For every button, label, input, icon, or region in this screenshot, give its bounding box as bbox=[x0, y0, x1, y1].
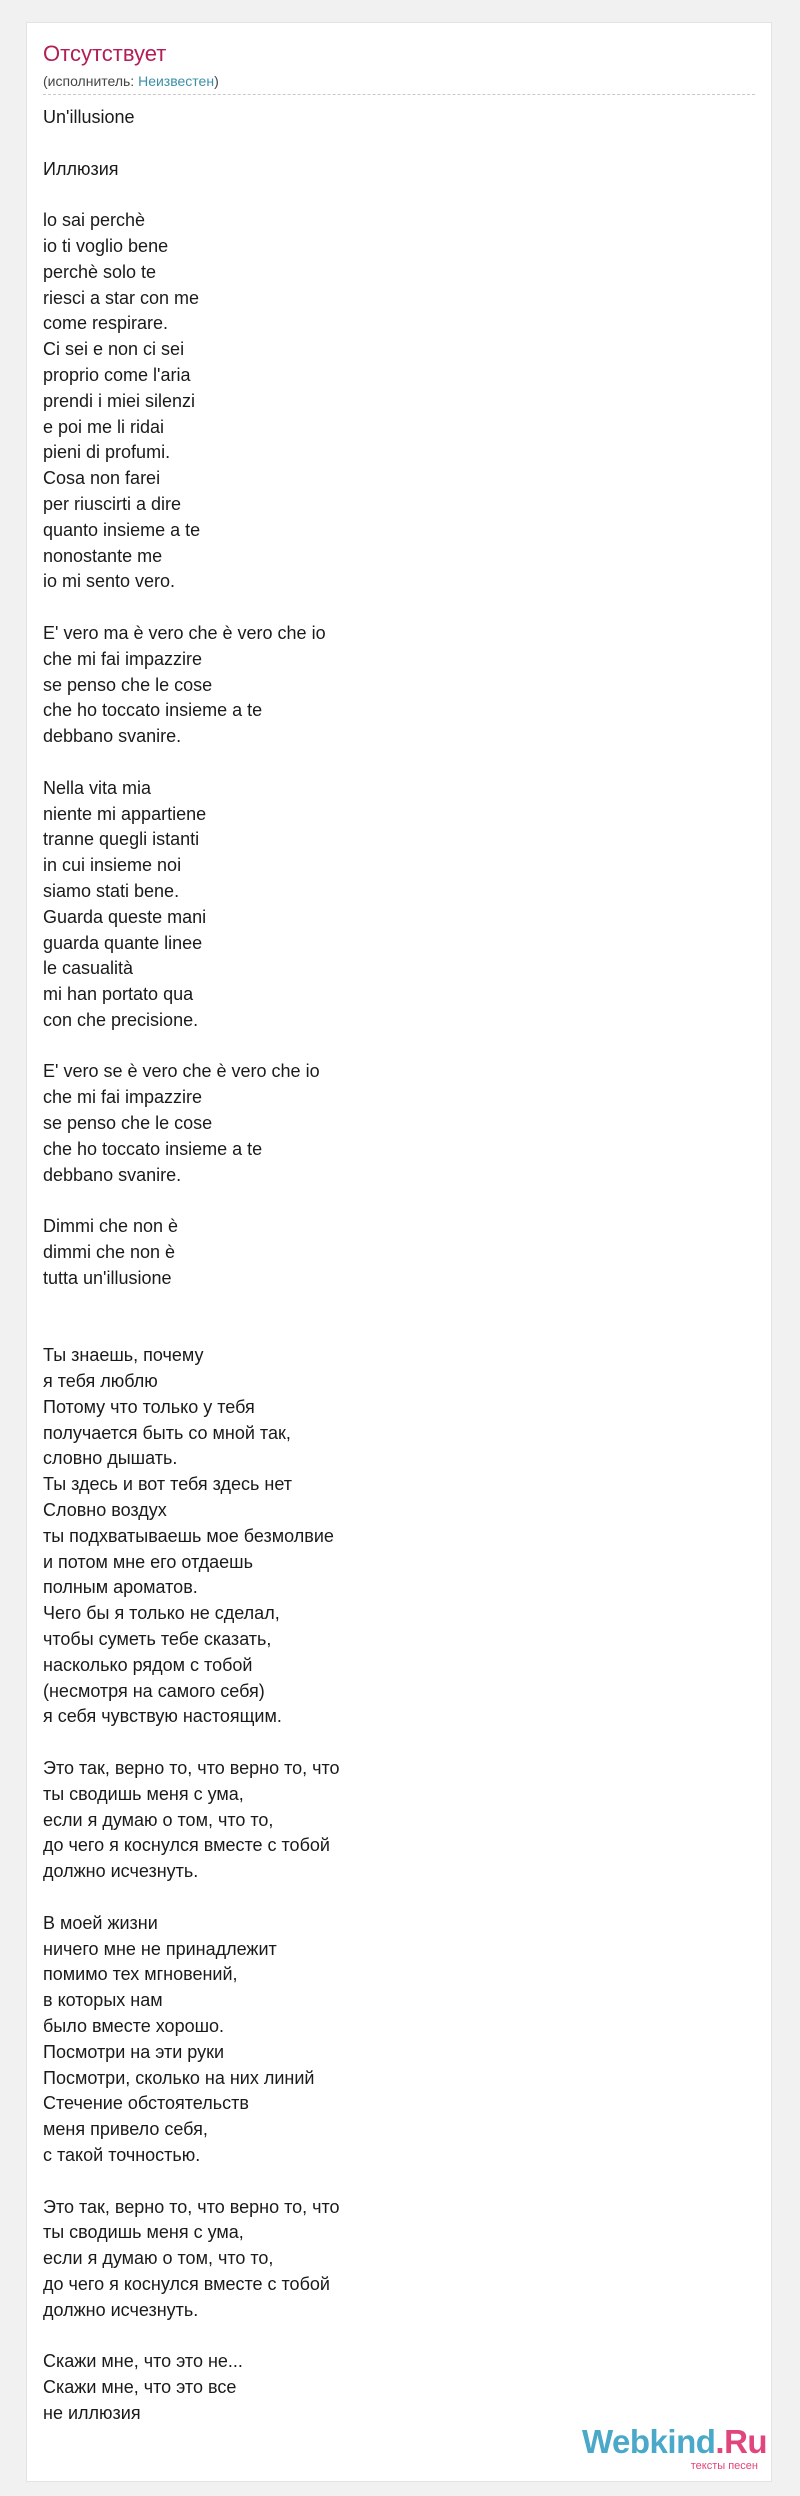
lyric-line: Чего бы я только не сделал, bbox=[43, 1603, 280, 1624]
lyric-line: я тебя люблю bbox=[43, 1371, 158, 1392]
lyric-line: per riuscirti a dire bbox=[43, 493, 182, 514]
lyric-line: В моей жизни bbox=[43, 1912, 158, 1933]
lyric-line: должно исчезнуть. bbox=[43, 2299, 199, 2320]
lyric-line: tutta un'illusione bbox=[43, 1267, 172, 1288]
lyric-line: Словно воздух bbox=[43, 1500, 167, 1521]
logo-tagline: тексты песен bbox=[690, 2460, 758, 2472]
lyric-line bbox=[43, 1730, 743, 1756]
lyric-line: Un'illusione bbox=[43, 107, 135, 127]
lyric-line: tranne quegli istanti bbox=[43, 829, 200, 850]
lyric-line bbox=[43, 131, 743, 157]
lyric-line: Посмотри, сколько на них линий bbox=[43, 2067, 315, 2088]
lyric-line: pieni di profumi. bbox=[43, 442, 171, 463]
lyric-line: dimmi che non è bbox=[43, 1242, 176, 1263]
lyric-line: con che precisione. bbox=[43, 1009, 199, 1030]
artist-line bbox=[43, 72, 219, 90]
lyric-line: помимо тех мгновений, bbox=[43, 1964, 238, 1985]
logo-brand: Webkind bbox=[582, 2423, 716, 2460]
lyric-line: ты подхватываешь мое безмолвие bbox=[43, 1525, 334, 1546]
lyric-line: я себя чувствую настоящим. bbox=[43, 1706, 282, 1727]
lyric-line: словно дышать. bbox=[43, 1448, 178, 1469]
lyric-line: come respirare. bbox=[43, 313, 169, 334]
lyric-line: Ты знаешь, почему bbox=[43, 1345, 204, 1366]
lyric-line: Скажи мне, что это не... bbox=[43, 2351, 243, 2372]
title-divider bbox=[43, 94, 755, 95]
lyric-line: perchè solo te bbox=[43, 261, 157, 282]
lyric-line: le casualità bbox=[43, 958, 134, 979]
lyric-line: должно исчезнуть. bbox=[43, 1861, 199, 1882]
lyric-line: e poi me li ridai bbox=[43, 416, 165, 437]
lyric-line: Это так, верно то, что верно то, что bbox=[43, 1758, 340, 1778]
lyric-line: che ho toccato insieme a te bbox=[43, 1138, 263, 1159]
lyric-line: получается быть со мной так, bbox=[43, 1422, 291, 1443]
lyric-line: Ci sei e non ci sei bbox=[43, 339, 185, 360]
lyric-line: Это так, верно то, что верно то, что bbox=[43, 2196, 340, 2217]
logo-wordmark bbox=[582, 2423, 767, 2461]
lyric-line: se penso che le cose bbox=[43, 1113, 213, 1134]
lyric-line: io mi sento vero. bbox=[43, 571, 176, 592]
lyric-line: не иллюзия bbox=[43, 2402, 141, 2423]
lyric-line: Nella vita mia bbox=[43, 777, 152, 798]
lyric-line: quanto insieme a te bbox=[43, 519, 201, 540]
lyric-line: io ti voglio bene bbox=[43, 235, 169, 256]
lyric-line: mi han portato qua bbox=[43, 984, 194, 1005]
lyric-line: Скажи мне, что это все bbox=[43, 2377, 237, 2398]
lyric-line: debbano svanire. bbox=[43, 1164, 182, 1185]
lyric-line: с такой точностью. bbox=[43, 2144, 201, 2165]
lyric-line: Dimmi che non è bbox=[43, 1216, 179, 1237]
lyric-line: меня привело себя, bbox=[43, 2119, 208, 2140]
lyric-line: было вместе хорошо. bbox=[43, 2015, 225, 2036]
lyric-line: niente mi appartiene bbox=[43, 803, 207, 824]
lyric-line: in cui insieme noi bbox=[43, 855, 182, 876]
lyric-line: Ты здесь и вот тебя здесь нет bbox=[43, 1474, 293, 1495]
lyric-line: Guarda queste mani bbox=[43, 906, 207, 927]
lyric-line: se penso che le cose bbox=[43, 674, 213, 695]
lyric-line: che ho toccato insieme a te bbox=[43, 700, 263, 721]
lyric-line: E' vero ma è vero che è vero che io bbox=[43, 622, 326, 643]
lyrics-card bbox=[26, 22, 772, 2482]
lyric-line bbox=[43, 182, 743, 208]
artist-prefix: (исполнитель: bbox=[43, 73, 139, 89]
lyric-line: Иллюзия bbox=[43, 158, 119, 179]
lyric-line: guarda quante linee bbox=[43, 932, 203, 953]
lyric-line: Cosa non farei bbox=[43, 468, 161, 489]
lyric-line: Потому что только у тебя bbox=[43, 1396, 255, 1417]
lyric-line: чтобы суметь тебе сказать, bbox=[43, 1629, 272, 1650]
lyric-line: ничего мне не принадлежит bbox=[43, 1938, 277, 1959]
lyric-line bbox=[43, 750, 743, 776]
lyric-line: prendi i miei silenzi bbox=[43, 390, 196, 411]
lyric-line bbox=[43, 1292, 743, 1318]
lyric-line: debbano svanire. bbox=[43, 726, 182, 747]
lyric-line: che mi fai impazzire bbox=[43, 648, 203, 669]
webkind-logo[interactable] bbox=[582, 2423, 772, 2475]
lyric-line bbox=[43, 595, 743, 621]
lyric-line: до чего я коснулся вместе с тобой bbox=[43, 2273, 330, 2294]
lyric-line: Посмотри на эти руки bbox=[43, 2041, 225, 2062]
lyric-line: в которых нам bbox=[43, 1990, 163, 2011]
lyric-line: riesci a star con me bbox=[43, 287, 200, 308]
lyric-line: nonostante me bbox=[43, 545, 163, 566]
lyric-line: E' vero se è vero che è vero che io bbox=[43, 1061, 320, 1082]
artist-suffix: ) bbox=[214, 73, 219, 89]
lyric-line: и потом мне его отдаешь bbox=[43, 1551, 253, 1572]
lyric-line: Стечение обстоятельств bbox=[43, 2093, 249, 2114]
lyric-line: если я думаю о том, что то, bbox=[43, 1809, 274, 1830]
lyric-line: если я думаю о том, что то, bbox=[43, 2248, 274, 2269]
lyric-line: lo sai perchè bbox=[43, 210, 146, 231]
lyric-line: до чего я коснулся вместе с тобой bbox=[43, 1835, 330, 1856]
lyric-line bbox=[43, 1188, 743, 1214]
lyrics-text bbox=[43, 105, 743, 2427]
lyric-line bbox=[43, 1885, 743, 1911]
lyric-line: (несмотря на самого себя) bbox=[43, 1680, 265, 1701]
lyric-line: siamo stati bene. bbox=[43, 880, 180, 901]
logo-tld: .Ru bbox=[715, 2423, 768, 2460]
lyric-line: ты сводишь меня с ума, bbox=[43, 1783, 244, 1804]
lyric-line: che mi fai impazzire bbox=[43, 1087, 203, 1108]
lyric-line: насколько рядом с тобой bbox=[43, 1654, 253, 1675]
lyric-line bbox=[43, 2324, 743, 2350]
lyric-line: ты сводишь меня с ума, bbox=[43, 2222, 244, 2243]
lyric-line: полным ароматов. bbox=[43, 1577, 198, 1598]
lyric-line bbox=[43, 1034, 743, 1060]
lyric-line: proprio come l'aria bbox=[43, 364, 191, 385]
artist-link[interactable]: Неизвестен bbox=[138, 73, 215, 89]
lyric-line bbox=[43, 1317, 743, 1343]
lyric-line bbox=[43, 2169, 743, 2195]
song-title: Отсутствует bbox=[43, 41, 167, 66]
